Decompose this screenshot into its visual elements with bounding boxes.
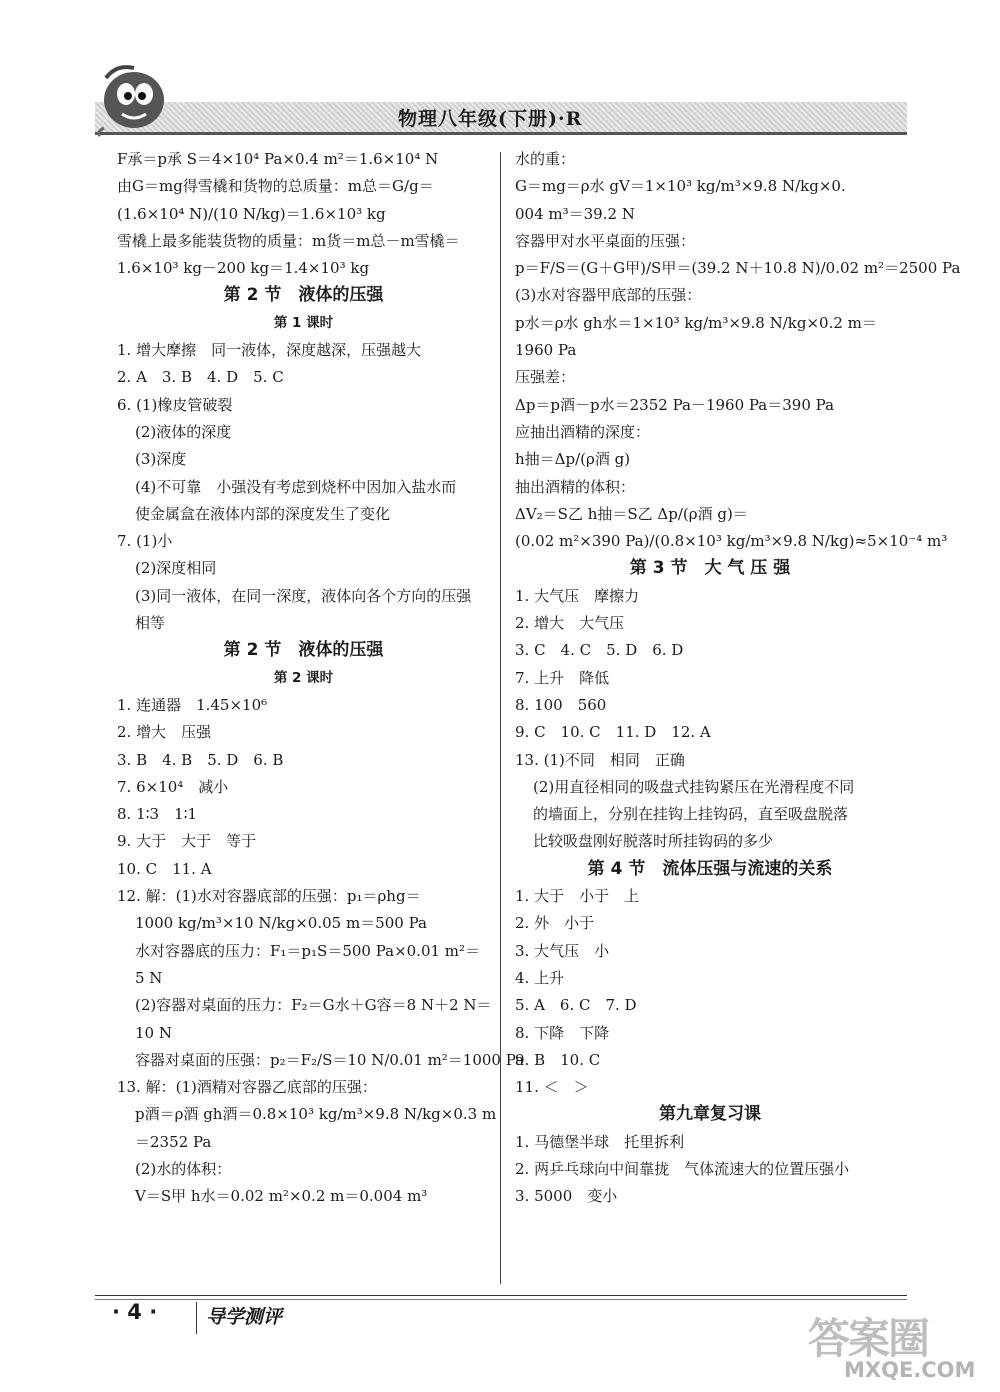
answer-line: 水对容器底的压力：F₁＝p₁S＝500 Pa×0.01 m²＝ (135, 941, 481, 960)
answer-line: 7. (1)小 (117, 532, 173, 551)
section-title: 第 2 节 液体的压强 (223, 285, 384, 306)
answer-line: 7. 上升 降低 (515, 668, 610, 687)
answer-line: h抽＝Δp/(ρ酒 g) (515, 450, 631, 469)
answer-line: 10. C 11. A (117, 859, 212, 878)
answer-line: 1.6×10³ kg－200 kg＝1.4×10³ kg (117, 259, 370, 278)
page-number: · 4 · (112, 1300, 158, 1324)
answer-line: 13. (1)不同 相同 正确 (515, 750, 685, 769)
right-column (515, 146, 961, 1211)
answer-line: G＝mg＝ρ水 gV＝1×10³ kg/m³×9.8 N/kg×0. (515, 177, 846, 196)
page-header-title: 物理八年级(下册)·R (398, 108, 583, 130)
section-title: 第九章复习课 (659, 1104, 761, 1125)
answer-line: (0.02 m²×390 Pa)/(0.8×10³ kg/m³×9.8 N/kg)≈5×10⁻⁴ m³ (515, 532, 948, 551)
answer-line: 雪橇上最多能装货物的质量：m货＝m总－m雪橇＝ (117, 231, 460, 250)
answer-line: 3. 5000 变小 (515, 1187, 618, 1206)
answer-line: (2)用直径相同的吸盘式挂钩紧压在光滑程度不同 (533, 777, 855, 796)
footer-brand: 导学测评 (206, 1306, 283, 1328)
section-title: 第 2 节 液体的压强 (223, 640, 384, 661)
answer-line: 004 m³＝39.2 N (515, 204, 635, 223)
answer-line: 12. 解：(1)水对容器底部的压强：p₁＝ρhg＝ (117, 887, 421, 906)
answer-line: (3)同一液体，在同一深度，液体向各个方向的压强 (135, 586, 472, 605)
answer-line: ΔV₂＝S乙 h抽＝S乙 Δp/(ρ酒 g)＝ (515, 504, 748, 523)
answer-line: 1. 连通器 1.45×10⁶ (117, 695, 268, 714)
answer-line: 抽出酒精的体积： (515, 477, 636, 496)
answer-line: (4)不可靠 小强没有考虑到烧杯中因加入盐水而 (135, 477, 457, 496)
answer-line: (2)深度相同 (135, 559, 217, 578)
answer-line: (1.6×10⁴ N)/(10 N/kg)＝1.6×10³ kg (117, 204, 386, 223)
answer-line: 3. 大气压 小 (515, 941, 610, 960)
answer-line: 容器甲对水平桌面的压强： (515, 231, 696, 250)
answer-line: 相等 (135, 614, 166, 633)
watermark-url: MXQE.COM (844, 1358, 976, 1382)
answer-line: 7. 6×10⁴ 减小 (117, 777, 229, 796)
answer-line: (2)水的体积： (135, 1159, 232, 1178)
answer-line: (3)深度 (135, 450, 187, 469)
answer-line: 4. 上升 (515, 968, 565, 987)
answer-line: 10 N (135, 1023, 172, 1042)
answer-line: 1. 大于 小于 上 (515, 887, 640, 906)
column-divider (500, 152, 501, 1284)
answer-line: 2. 两乒乓球向中间靠拢 气体流速大的位置压强小 (515, 1159, 850, 1178)
answer-line: p＝F/S＝(G＋G甲)/S甲＝(39.2 N＋10.8 N)/0.02 m²＝2500 Pa (515, 259, 961, 278)
answer-line: 9. B 10. C (515, 1050, 601, 1069)
answer-line: 2. 增大 大气压 (515, 614, 625, 633)
answer-line: 比较吸盘刚好脱落时所挂钩码的多少 (533, 832, 774, 851)
answer-line: (3)水对容器甲底部的压强： (515, 286, 702, 305)
answer-line: 的墙面上，分别在挂钩上挂钩码，直至吸盘脱落 (533, 805, 849, 824)
footer-rule-thin (95, 1299, 907, 1300)
answer-line: 1. 大气压 摩擦力 (515, 586, 640, 605)
answer-line: 使金属盒在液体内部的深度发生了变化 (135, 504, 391, 523)
answer-line: 13. 解：(1)酒精对容器乙底部的压强： (117, 1078, 377, 1097)
answer-line: 11. ＜ ＞ (515, 1078, 589, 1097)
watermark-logo: 答案圈 (808, 1314, 929, 1363)
answer-line: 2. A 3. B 4. D 5. C (117, 368, 284, 387)
answer-line: 水的重： (515, 150, 576, 168)
footer-separator (196, 1302, 197, 1334)
answer-line: 1960 Pa (515, 341, 577, 360)
answer-line: 8. 100 560 (515, 695, 607, 714)
answer-line: 5. A 6. C 7. D (515, 996, 637, 1015)
answer-line: 8. 1∶3 1∶1 (117, 805, 198, 824)
answer-line: 压强差： (515, 368, 576, 387)
answer-line: 5 N (135, 968, 163, 987)
answer-line: 1. 增大摩擦 同一液体，深度越深，压强越大 (117, 341, 422, 360)
subsection-title: 第 1 课时 (273, 314, 334, 331)
answer-line: (2)液体的深度 (135, 422, 232, 441)
answer-line: 1. 马德堡半球 托里拆利 (515, 1132, 685, 1151)
answer-line: p水＝ρ水 gh水＝1×10³ kg/m³×9.8 N/kg×0.2 m＝ (515, 313, 877, 332)
mascot-icon (86, 58, 186, 138)
answer-line: 3. B 4. B 5. D 6. B (117, 750, 284, 769)
answer-line: 2. 增大 压强 (117, 723, 212, 742)
section-title: 第 4 节 流体压强与流速的关系 (587, 858, 833, 879)
answer-line: F承＝p承 S＝4×10⁴ Pa×0.4 m²＝1.6×10⁴ N (117, 150, 439, 168)
answer-line: 9. C 10. C 11. D 12. A (515, 723, 711, 742)
left-column (117, 146, 525, 1211)
answer-line: V＝S甲 h水＝0.02 m²×0.2 m＝0.004 m³ (135, 1187, 428, 1206)
answer-line: Δp＝p酒－p水＝2352 Pa－1960 Pa＝390 Pa (515, 395, 835, 414)
subsection-title: 第 2 课时 (273, 669, 334, 686)
answer-line: 6. (1)橡皮管破裂 (117, 395, 233, 414)
answer-line: 1000 kg/m³×10 N/kg×0.05 m＝500 Pa (135, 914, 427, 933)
answer-line: 2. 外 小于 (515, 914, 595, 933)
answer-line: 9. 大于 大于 等于 (117, 832, 257, 851)
answer-line: p酒＝ρ酒 gh酒＝0.8×10³ kg/m³×9.8 N/kg×0.3 m (135, 1105, 497, 1124)
answer-line: ＝2352 Pa (135, 1132, 212, 1151)
answer-line: (2)容器对桌面的压力：F₂＝G水＋G容＝8 N＋2 N＝ (135, 996, 492, 1015)
section-title: 第 3 节 大 气 压 强 (629, 558, 791, 579)
answer-line: 由G＝mg得雪橇和货物的总质量：m总＝G/g＝ (117, 177, 434, 196)
answer-line: 8. 下降 下降 (515, 1023, 610, 1042)
footer-rule (95, 1295, 907, 1296)
answer-line: 应抽出酒精的深度： (515, 422, 651, 441)
answer-line: 容器对桌面的压强：p₂＝F₂/S＝10 N/0.01 m²＝1000 Pa (135, 1050, 525, 1069)
answer-line: 3. C 4. C 5. D 6. D (515, 641, 684, 660)
